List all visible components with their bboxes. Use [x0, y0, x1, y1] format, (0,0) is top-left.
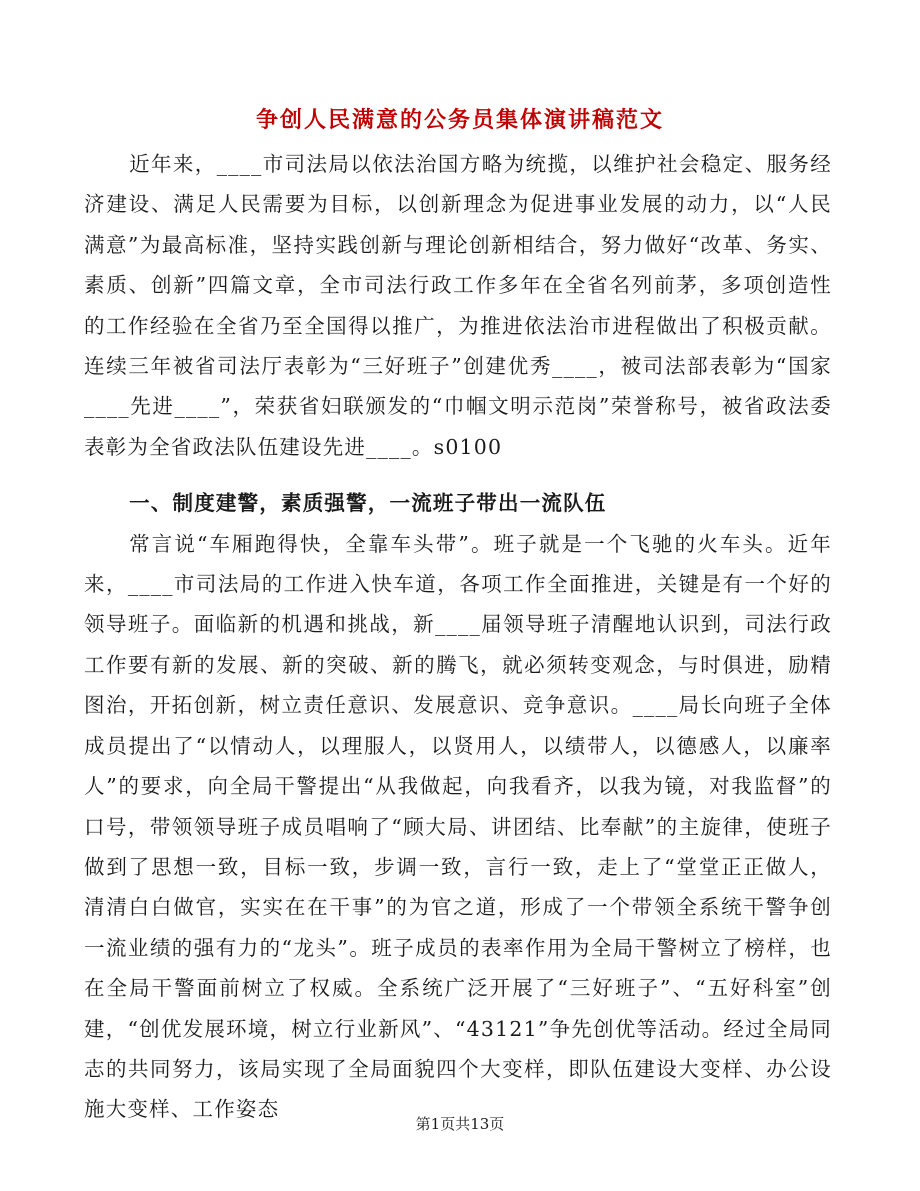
paragraph: 常言说“车厢跑得快，全靠车头带”。班子就是一个飞驰的火车头。近年来，____市司法局的工作进入快车道，各项工作全面推进，关键是有一个好的领导班子。面临新的机遇和挑战，新____届领导班子清醒地认识到，司法行政工作要有新的发展、新的突破、新的腾飞，就必须转变观念，与时俱进，励精图治，开拓创新，树立责任意识、发展意识、竞争意识。____局长向班子全体成员提出了“以情动人，以理服人，以贤用人，以绩带人，以德感人，以廉率人”的要求，向全局干警提出“从我做起，向我看齐，以我为镜，对我监督”的口号，带领领导班子成员唱响了“顾大局、讲团结、比奉献”的主旋律，使班子做到了思想一致，目标一致，步调一致，言行一致，走上了“堂堂正正做人，清清白白做官，实实在在干事”的为官之道，形成了一个带领全系统干警争创一流业绩的强有力的“龙头”。班子成员的表率作用为全局干警树立了榜样，也在全局干警面前树立了权威。全系统广泛开展了“三好班子”、“五好科室”创建，“创优发展环境，树立行业新风”、“43121”争先创优等活动。经过全局同志的共同努力，该局实现了全局面貌四个大变样，即队伍建设大变样、办公设施大变样、工作姿态: [84, 531, 832, 1122]
document-title: 争创人民满意的公务员集体演讲稿范文: [255, 107, 664, 133]
page-number: 第1页共13页: [415, 1115, 505, 1133]
paragraph: 近年来，____市司法局以依法治国方略为统揽，以维护社会稳定、服务经济建设、满足人民需要为目标，以创新理念为促进事业发展的动力，以“人民满意”为最高标准，坚持实践创新与理论创新相结合，努力做好“改革、务实、素质、创新”四篇文章，全市司法行政工作多年在全省名列前茅，多项创造性的工作经验在全省乃至全国得以推广，为推进依法治市进程做出了积极贡献。连续三年被省司法厅表彰为“三好班子”创建优秀____，被司法部表彰为“国家____先进____”，荣获省妇联颁发的“巾帼文明示范岗”荣誉称号，被省政法委表彰为全省政法队伍建设先进____。s0100: [84, 152, 832, 459]
section-heading: 一、制度建警，素质强警，一流班子带出一流队伍: [129, 491, 607, 516]
document-body: [84, 144, 832, 1130]
